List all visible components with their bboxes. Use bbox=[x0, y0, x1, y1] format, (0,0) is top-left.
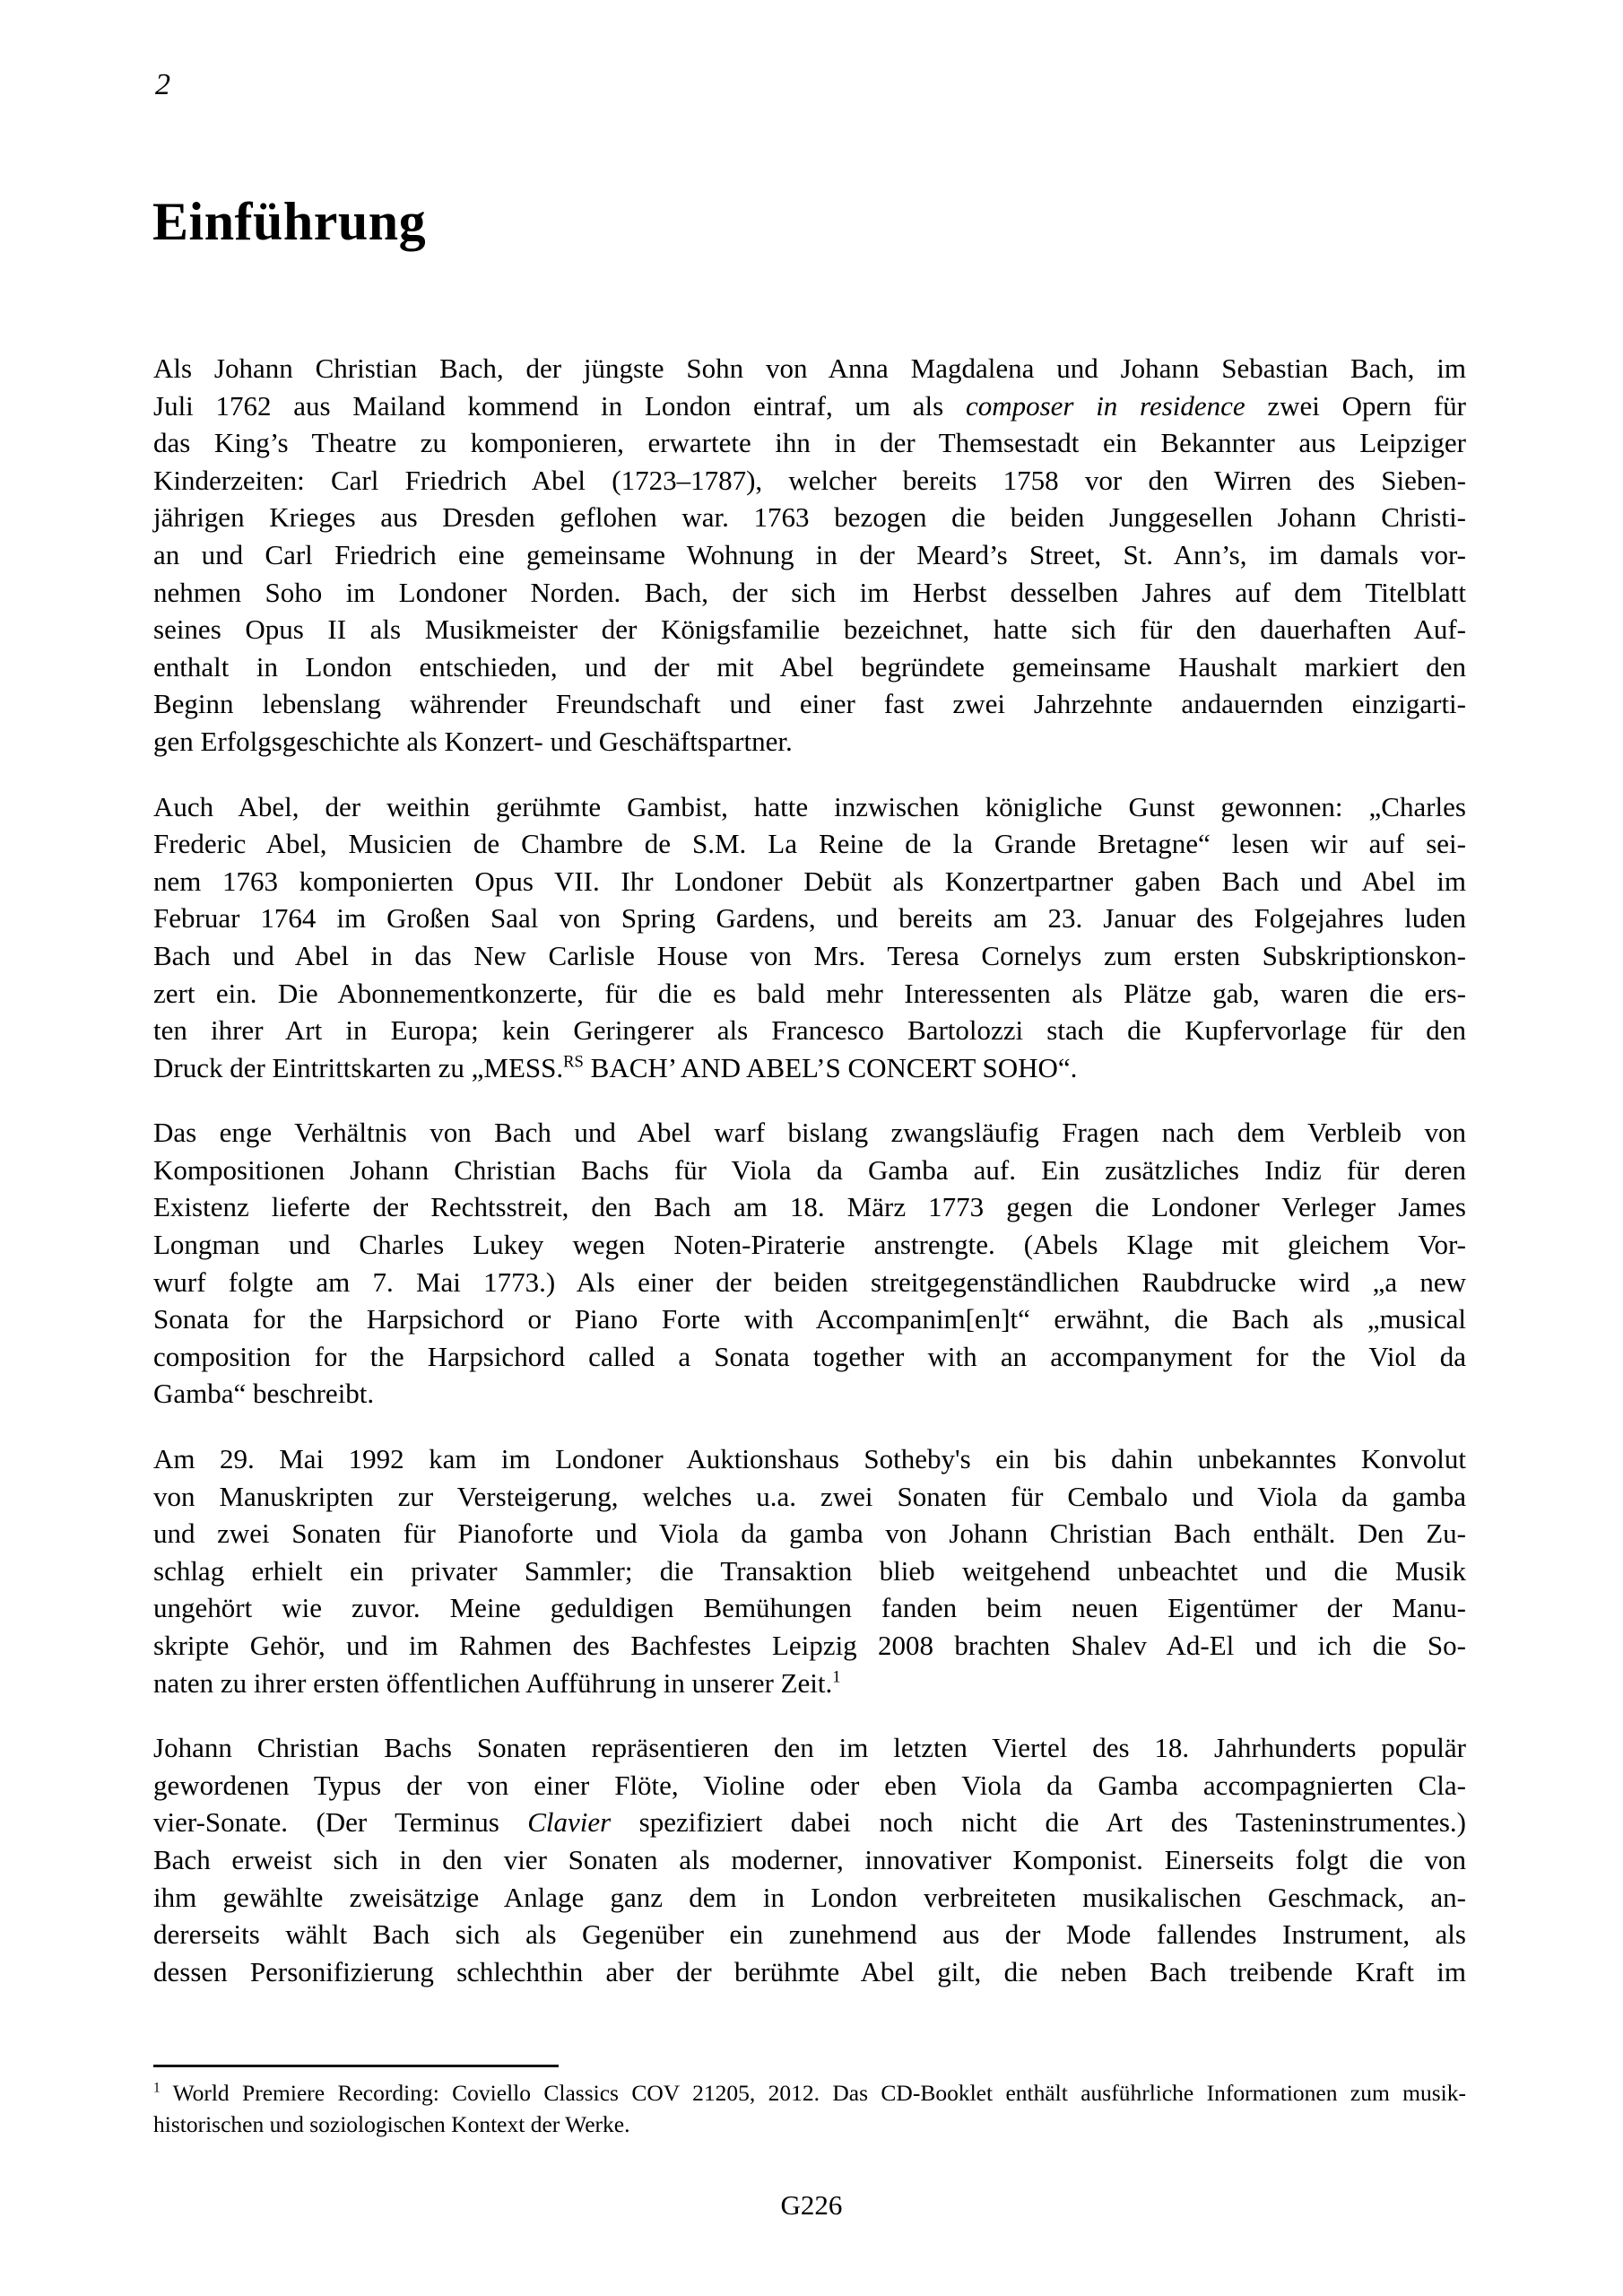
text-line: Juli 1762 aus Mailand kommend in London eintraf, um als composer in residence zwei Opern für bbox=[153, 389, 1466, 422]
text-line: Das enge Verhältnis von Bach und Abel warf bislang zwangsläufig Fragen nach dem Verbleib von bbox=[153, 1117, 1466, 1149]
text-line: seines Opus II als Musikmeister der Königsfamilie bezeichnet, hatte sich für den dauerhaften Auf- bbox=[153, 613, 1466, 646]
text-line: Auch Abel, der weithin gerühmte Gambist, hatte inzwischen königliche Gunst gewonnen: „Charles bbox=[153, 790, 1466, 822]
paragraph bbox=[153, 1440, 1466, 1701]
text-line: Am 29. Mai 1992 kam im Londoner Auktionshaus Sotheby's ein bis dahin unbekanntes Konvolut bbox=[153, 1443, 1466, 1475]
text-line: Kompositionen Johann Christian Bachs für Viola da Gamba auf. Ein zusätzliches Indiz für deren bbox=[153, 1153, 1466, 1186]
plate-number: G226 bbox=[780, 2189, 843, 2221]
text-line: Johann Christian Bachs Sonaten repräsentieren den im letzten Viertel des 18. Jahrhunderts populär bbox=[153, 1732, 1466, 1764]
text-line: Frederic Abel, Musicien de Chambre de S.M. La Reine de la Grande Bretagne“ lesen wir auf sei- bbox=[153, 828, 1466, 860]
text-line: naten zu ihrer ersten öffentlichen Aufführung in unserer Zeit.$^1$ bbox=[153, 1666, 841, 1699]
text-line: gen Erfolgsgeschichte als Konzert- und Geschäftspartner. bbox=[153, 725, 793, 757]
text-line: Sonata for the Harpsichord or Piano Forte with Accompanim[en]t“ erwähnt, die Bach als „musical bbox=[153, 1303, 1466, 1335]
text-line: das King’s Theatre zu komponieren, erwartete ihn in der Themsestadt ein Bekannter aus Leipziger bbox=[153, 427, 1466, 459]
text-line: ihm gewählte zweisätzige Anlage ganz dem in London verbreiteten musikalischen Geschmack, an- bbox=[153, 1881, 1466, 1913]
text-line: und zwei Sonaten für Pianoforte und Viola da gamba von Johann Christian Bach enthält. Den Zu- bbox=[153, 1518, 1466, 1550]
footnote-separator bbox=[153, 2065, 559, 2067]
text-line: Bach und Abel in das New Carlisle House von Mrs. Teresa Cornelys zum ersten Subskriptionskon- bbox=[153, 939, 1466, 971]
text-line: enthalt in London entschieden, und der mit Abel begründete gemeinsame Haushalt markiert den bbox=[153, 650, 1466, 683]
section-heading: Einführung bbox=[152, 192, 427, 251]
text-line: dererseits wählt Bach sich als Gegenüber ein zunehmend aus der Mode fallendes Instrument, als bbox=[153, 1918, 1466, 1951]
footnote-text bbox=[153, 2077, 1466, 2140]
text-line: Als Johann Christian Bach, der jüngste Sohn von Anna Magdalena und Johann Sebastian Bach, im bbox=[153, 352, 1466, 384]
text-line: vier-Sonate. (Der Terminus Clavier spezifiziert dabei noch nicht die Art des Tasteninstrumentes.) bbox=[153, 1806, 1466, 1839]
footnote bbox=[153, 2065, 1466, 2140]
page-number: 2 bbox=[155, 68, 170, 101]
text-line: zert ein. Die Abonnementkonzerte, für die es bald mehr Interessenten als Plätze gab, waren die ers- bbox=[153, 977, 1466, 1009]
text-line: Februar 1764 im Großen Saal von Spring Gardens, und bereits am 23. Januar des Folgejahres luden bbox=[153, 902, 1466, 935]
paragraph bbox=[153, 1729, 1466, 1990]
paragraph bbox=[153, 788, 1466, 1087]
text-line: ungehört wie zuvor. Meine geduldigen Bemühungen fanden beim neuen Eigentümer der Manu- bbox=[153, 1592, 1466, 1624]
text-line: wurf folgte am 7. Mai 1773.) Als einer der beiden streitgegenständlichen Raubdrucke wird „a new bbox=[153, 1265, 1466, 1298]
text-line: von Manuskripten zur Versteigerung, welches u.a. zwei Sonaten für Cembalo und Viola da gamba bbox=[153, 1480, 1466, 1512]
text-line: skripte Gehör, und im Rahmen des Bachfestes Leipzig 2008 brachten Shalev Ad-El und ich die So- bbox=[153, 1630, 1466, 1661]
text-line: Existenz lieferte der Rechtsstreit, den Bach am 18. März 1773 gegen die Londoner Verleger James bbox=[153, 1191, 1466, 1223]
text-line: Bach erweist sich in den vier Sonaten als moderner, innovativer Komponist. Einerseits folgt die von bbox=[153, 1843, 1466, 1875]
text-line: nem 1763 komponierten Opus VII. Ihr Londoner Debüt als Konzertpartner gaben Bach und Abel im bbox=[153, 865, 1466, 897]
text-line: ten ihrer Art in Europa; kein Geringerer als Francesco Bartolozzi stach die Kupfervorlage für den bbox=[153, 1014, 1466, 1047]
text-line: dessen Personifizierung schlechthin aber der berühmte Abel gilt, die neben Bach treibende Kraft im bbox=[153, 1955, 1466, 1987]
body-text bbox=[153, 350, 1466, 2018]
text-line: jährigen Krieges aus Dresden geflohen war. 1763 bezogen die beiden Junggesellen Johann Christi- bbox=[153, 501, 1466, 534]
text-line: historischen und soziologischen Kontext der Werke. bbox=[153, 2111, 630, 2137]
text-line: schlag erhielt ein privater Sammler; die Transaktion blieb weitgehend unbeachtet und die Musik bbox=[153, 1554, 1466, 1587]
text-line: Gamba“ beschreibt. bbox=[153, 1378, 375, 1410]
text-line: composition for the Harpsichord called a Sonata together with an accompanyment for the Viol da bbox=[153, 1340, 1466, 1372]
paragraph bbox=[153, 1114, 1466, 1413]
text-line: gewordenen Typus der von einer Flöte, Violine oder eben Viola da Gamba accompagnierten Cla- bbox=[153, 1769, 1466, 1801]
paragraph bbox=[153, 350, 1466, 761]
text-line: Longman und Charles Lukey wegen Noten-Piraterie anstrengte. (Abels Klage mit gleichem Vor- bbox=[153, 1229, 1466, 1261]
text-line: $^1$ World Premiere Recording: Coviello Classics COV 21205, 2012. Das CD-Booklet enthält ausführliche Informationen zum musik- bbox=[153, 2080, 1466, 2106]
text-line: Druck der Eintrittskarten zu „MESS.$^{RS}$ BACH’ AND ABEL’S CONCERT SOHO“. bbox=[153, 1051, 1078, 1083]
text-line: nehmen Soho im Londoner Norden. Bach, der sich im Herbst desselben Jahres auf dem Titelblatt bbox=[153, 576, 1466, 608]
text-line: Kinderzeiten: Carl Friedrich Abel (1723–1787), welcher bereits 1758 vor den Wirren des Sieben- bbox=[153, 464, 1466, 496]
text-line: Beginn lebenslang währender Freundschaft und einer fast zwei Jahrzehnte andauernden einzigarti- bbox=[153, 688, 1466, 720]
text-line: an und Carl Friedrich eine gemeinsame Wohnung in der Meard’s Street, St. Ann’s, im damals vor- bbox=[153, 538, 1466, 570]
